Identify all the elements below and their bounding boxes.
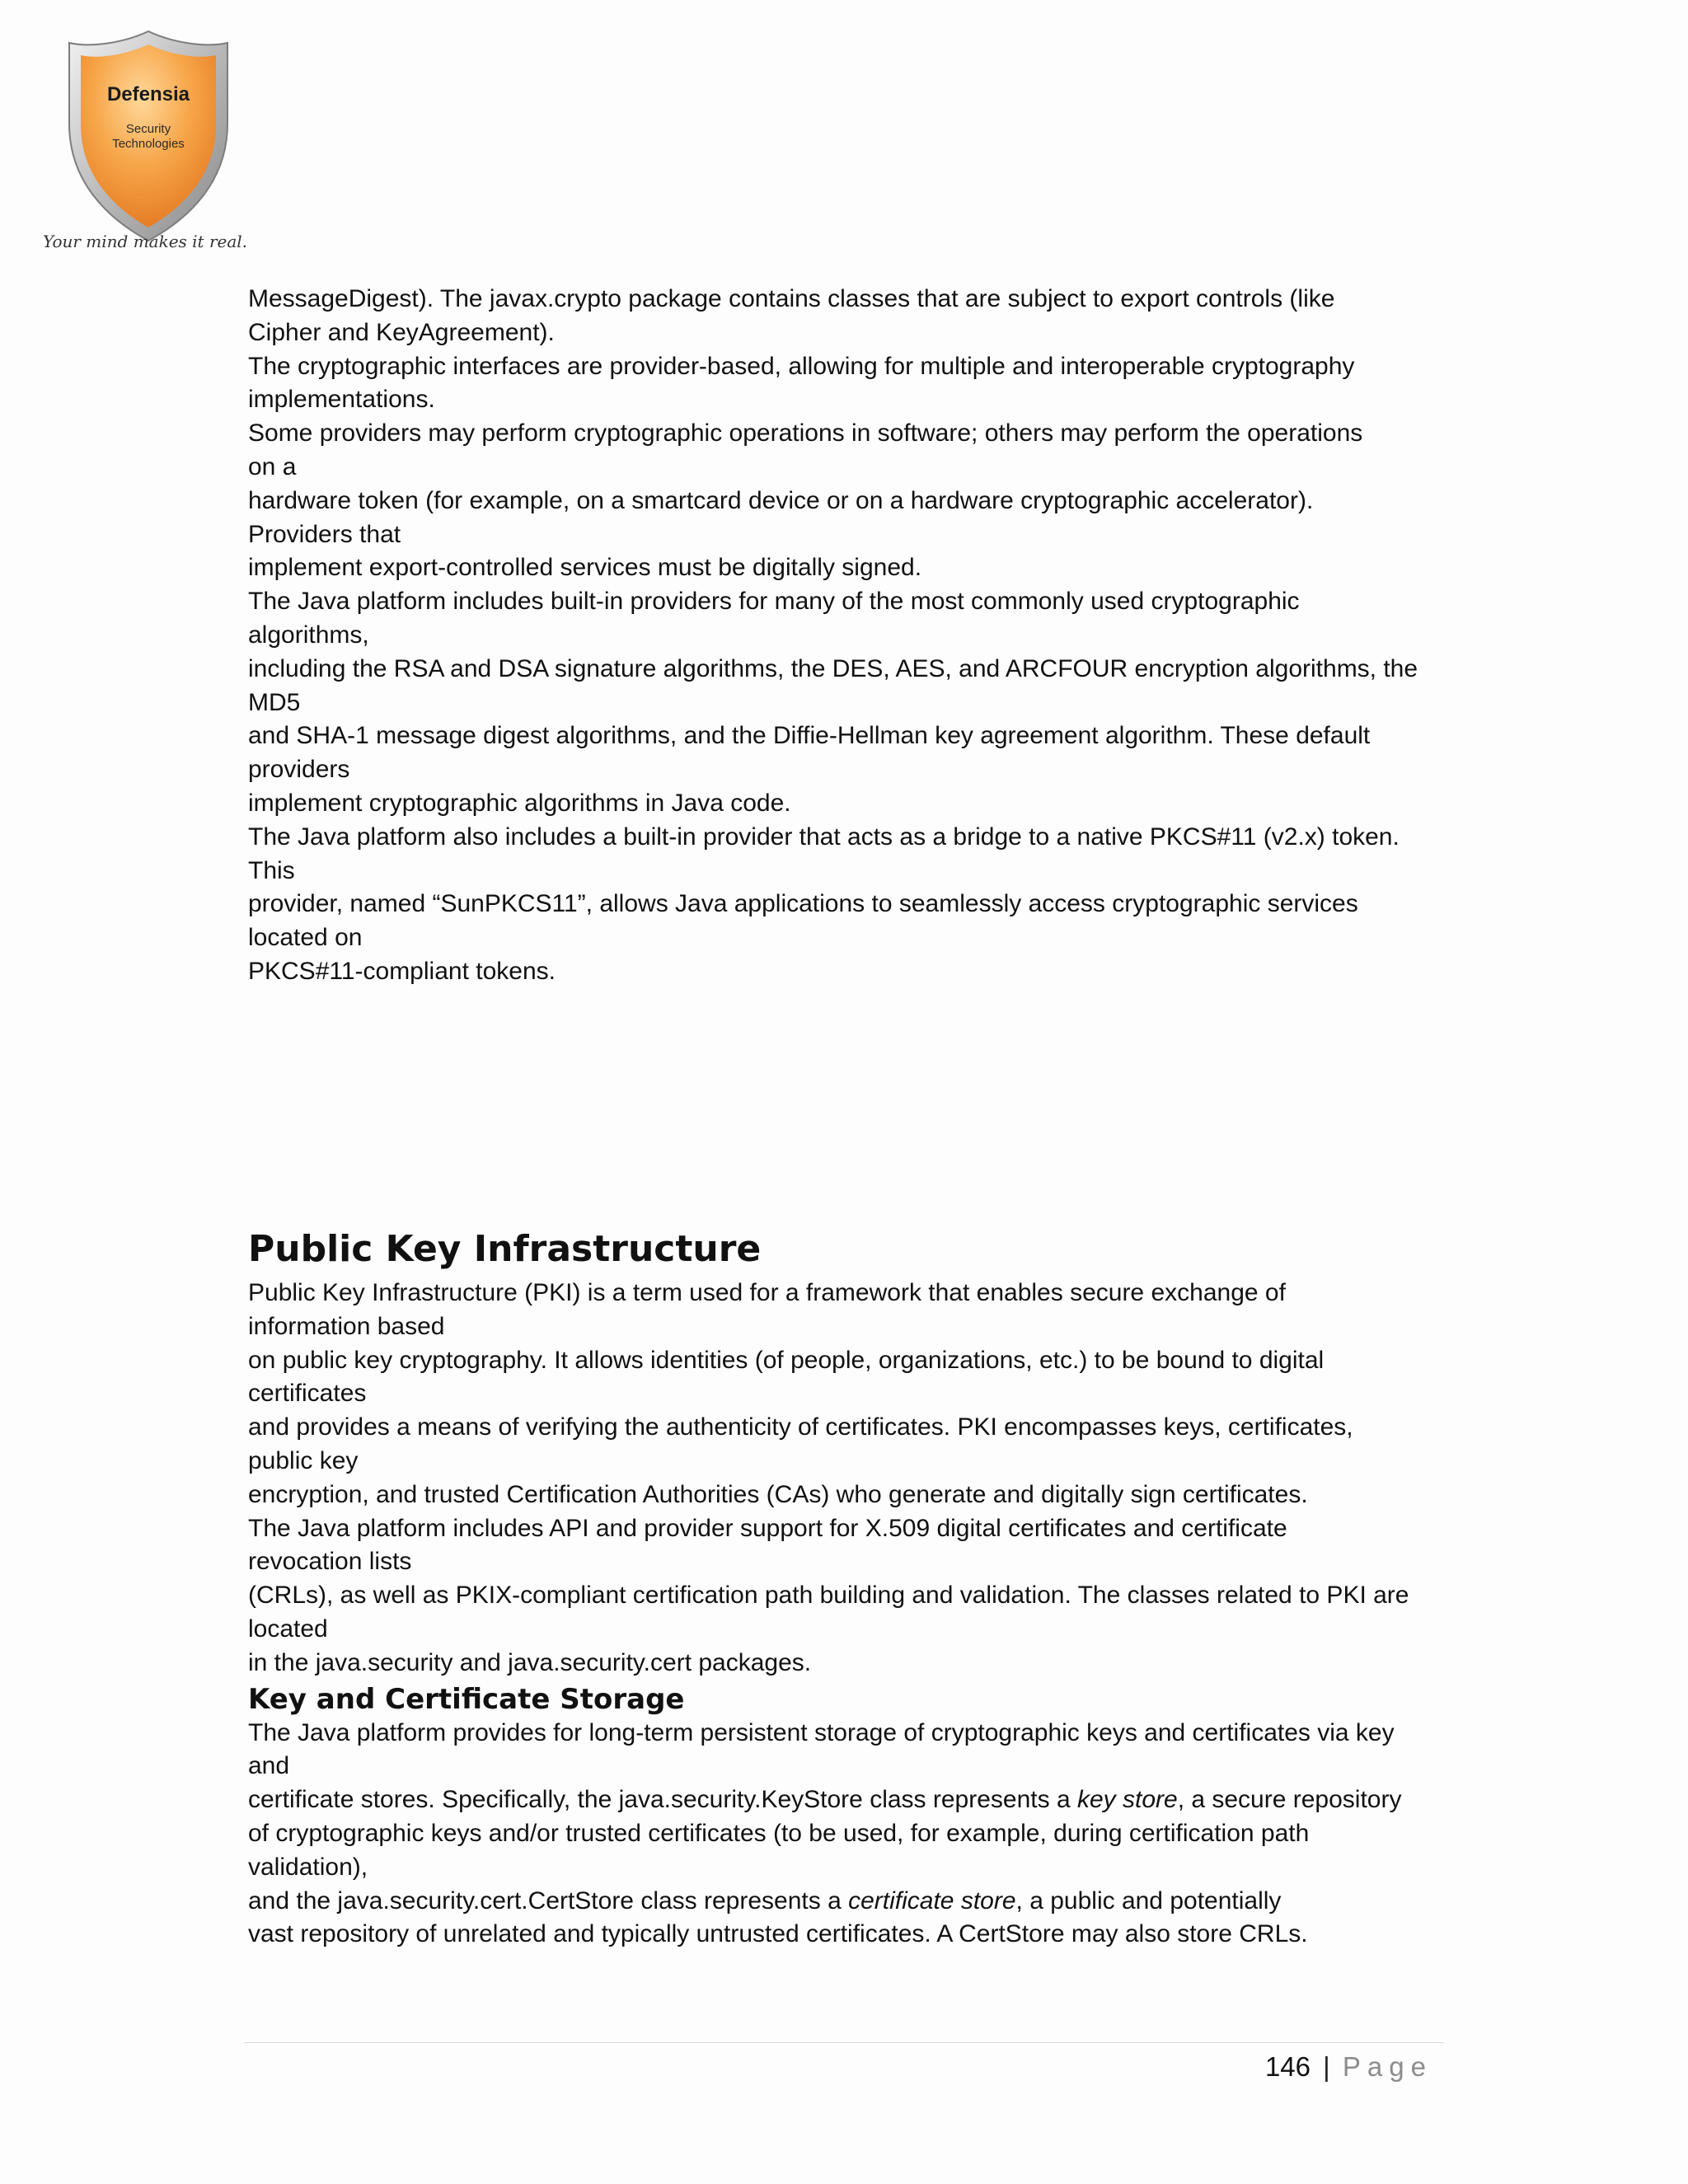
body-line: The Java platform includes API and provider support for X.509 digital certificates and certificate <box>248 1514 1287 1542</box>
body-line-keystore <box>248 1783 1443 1817</box>
body-line: and <box>248 1752 290 1780</box>
pki-section <box>248 1277 1443 1952</box>
logo-brand: Defensia <box>106 83 190 105</box>
body-line: The cryptographic interfaces are provider-based, allowing for multiple and interoperable cryptography <box>248 352 1355 380</box>
certificate-store-term: certificate store <box>848 1886 1016 1915</box>
page-label: Page <box>1342 2051 1432 2082</box>
body-line: providers <box>248 756 350 784</box>
body-line: hardware token (for example, on a smartcard device or on a hardware cryptographic accelerator). <box>248 486 1314 514</box>
company-logo <box>42 25 248 260</box>
logo-subtitle-1: Security <box>125 122 171 136</box>
logo-subtitle-2: Technologies <box>112 137 185 151</box>
body-line: implement cryptographic algorithms in Java code. <box>248 789 791 817</box>
body-line: certificates <box>248 1380 367 1408</box>
body-line: MD5 <box>248 688 301 716</box>
body-line: of cryptographic keys and/or trusted certificates (to be used, for example, during certification path <box>248 1819 1310 1847</box>
body-line: including the RSA and DSA signature algorithms, the DES, AES, and ARCFOUR encryption algorithms, the <box>248 654 1418 682</box>
body-line: and provides a means of verifying the authenticity of certificates. PKI encompasses keys, certificates, <box>248 1413 1353 1441</box>
body-line: validation), <box>248 1853 368 1881</box>
text-run: and the java.security.cert.CertStore class represents a <box>248 1886 849 1915</box>
body-line: The Java platform also includes a built-in provider that acts as a bridge to a native PKCS#11 (v2.x) token. <box>248 823 1400 851</box>
body-line: vast repository of unrelated and typically untrusted certificates. A CertStore may also store CRLs. <box>248 1920 1308 1948</box>
body-line: in the java.security and java.security.cert packages. <box>248 1648 812 1676</box>
text-run: , a public and potentially <box>1015 1886 1282 1915</box>
body-line: PKCS#11-compliant tokens. <box>248 957 556 985</box>
body-line: (CRLs), as well as PKIX-compliant certification path building and validation. The classes related to PKI are <box>248 1582 1409 1610</box>
body-line: public key <box>248 1446 359 1474</box>
body-line-certstore <box>248 1885 1443 1919</box>
key-store-term: key store <box>1076 1786 1178 1814</box>
body-line: and SHA-1 message digest algorithms, and the Diffie-Hellman key agreement algorithm. These default <box>248 722 1371 750</box>
body-line: algorithms, <box>248 621 369 649</box>
body-line: on a <box>248 452 297 480</box>
footer-divider <box>244 2042 1444 2043</box>
section-heading-pki: Public Key Infrastructure <box>248 1228 762 1270</box>
body-line: located <box>248 1615 328 1643</box>
body-line: Public Key Infrastructure (PKI) is a term used for a framework that enables secure exchange of <box>248 1279 1286 1306</box>
text-run: , a secure repository <box>1177 1786 1402 1814</box>
body-line: Providers that <box>248 520 401 548</box>
body-line: The Java platform includes built-in providers for many of the most commonly used cryptographic <box>248 588 1300 616</box>
body-line: revocation lists <box>248 1548 412 1576</box>
body-line: located on <box>248 924 363 952</box>
body-line: Cipher and KeyAgreement). <box>248 318 555 346</box>
subsection-heading-storage: Key and Certificate Storage <box>248 1682 685 1716</box>
page-footer <box>1265 2049 1432 2085</box>
body-line: provider, named “SunPKCS11”, allows Java applications to seamlessly access cryptographic services <box>248 890 1358 918</box>
shield-logo-icon <box>42 25 248 260</box>
logo-tagline: Your mind makes it real. <box>42 232 248 251</box>
body-line: encryption, and trusted Certification Authorities (CAs) who generate and digitally sign certificates. <box>248 1480 1308 1508</box>
body-line: The Java platform provides for long-term persistent storage of cryptographic keys and certificates via key <box>248 1718 1395 1746</box>
body-line: on public key cryptography. It allows identities (of people, organizations, etc.) to be bound to digital <box>248 1346 1325 1374</box>
storage-section <box>248 1717 1443 1952</box>
footer-separator: | <box>1323 2051 1330 2082</box>
body-line: implement export-controlled services must be digitally signed. <box>248 554 922 582</box>
body-line: Some providers may perform cryptographic operations in software; others may perform the operations <box>248 419 1363 448</box>
intro-paragraphs <box>248 283 1443 989</box>
text-run: certificate stores. Specifically, the java.security.KeyStore class represents a <box>248 1786 1077 1814</box>
body-line: implementations. <box>248 386 435 414</box>
page-number: 146 <box>1264 2051 1311 2082</box>
body-line: MessageDigest). The javax.crypto package contains classes that are subject to export controls (like <box>248 285 1335 312</box>
body-line: information based <box>248 1312 445 1340</box>
body-line: This <box>248 856 295 884</box>
